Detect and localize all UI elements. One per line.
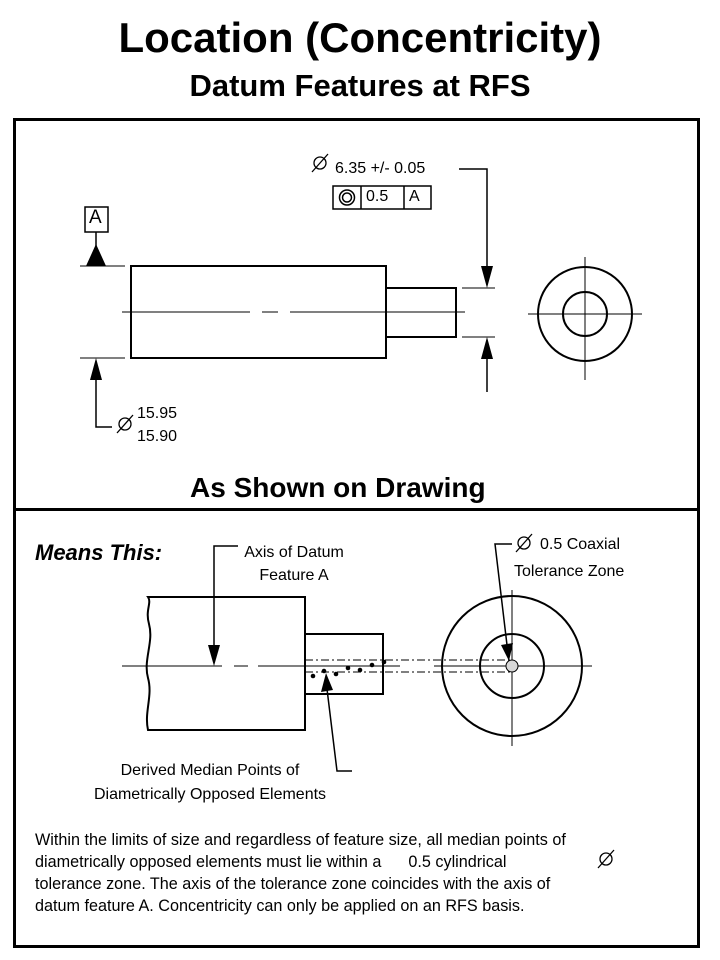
size-upper-limit: 15.95 — [137, 405, 178, 422]
top-caption: As Shown on Drawing — [190, 472, 486, 503]
dim-arrow-up-2 — [481, 337, 493, 359]
small-diameter-dimension: 6.35 +/- 0.05 — [335, 160, 426, 177]
median-label-line2: Diametrically Opposed Elements — [93, 786, 327, 803]
bottom-side-view — [147, 597, 383, 730]
paragraph-line: Within the limits of size and regardless of feature size, all median points of — [35, 831, 566, 849]
median-label-line1: Derived Median Points of — [120, 762, 300, 779]
zone-label-line1: 0.5 Coaxial — [540, 536, 621, 553]
median-points — [311, 660, 387, 679]
concentricity-symbol-icon — [340, 190, 355, 205]
datum-triangle — [86, 244, 106, 266]
paragraph-line: tolerance zone. The axis of the tolerance zone coincides with the axis of — [35, 875, 551, 893]
paragraph-line: diametrically opposed elements must lie within a 0.5 cylindrical — [35, 853, 507, 871]
dim-arrow-down — [481, 266, 493, 288]
axis-label-line1: Axis of Datum — [244, 544, 344, 561]
zone-label-line2: Tolerance Zone — [514, 563, 625, 580]
means-heading: Means This: — [35, 540, 163, 565]
page-title: Location (Concentricity) — [118, 14, 602, 61]
axis-arrow — [208, 645, 220, 666]
diameter-symbol-icon — [516, 534, 532, 552]
size-lower-limit: 15.90 — [137, 428, 178, 445]
page-subtitle: Datum Features at RFS — [189, 68, 531, 103]
datum-label: A — [89, 207, 102, 228]
fcf-tolerance: 0.5 — [366, 188, 389, 205]
dim-arrow-up — [90, 358, 102, 380]
tolerance-zone-circle — [506, 660, 518, 672]
diameter-symbol-icon — [117, 415, 133, 433]
fcf-datum: A — [409, 188, 420, 205]
explanation-paragraph — [35, 829, 700, 917]
paragraph-line: datum feature A. Concentricity can only be applied on an RFS basis. — [35, 897, 525, 915]
axis-label-line2: Feature A — [259, 567, 329, 584]
diameter-symbol-icon — [312, 154, 328, 172]
